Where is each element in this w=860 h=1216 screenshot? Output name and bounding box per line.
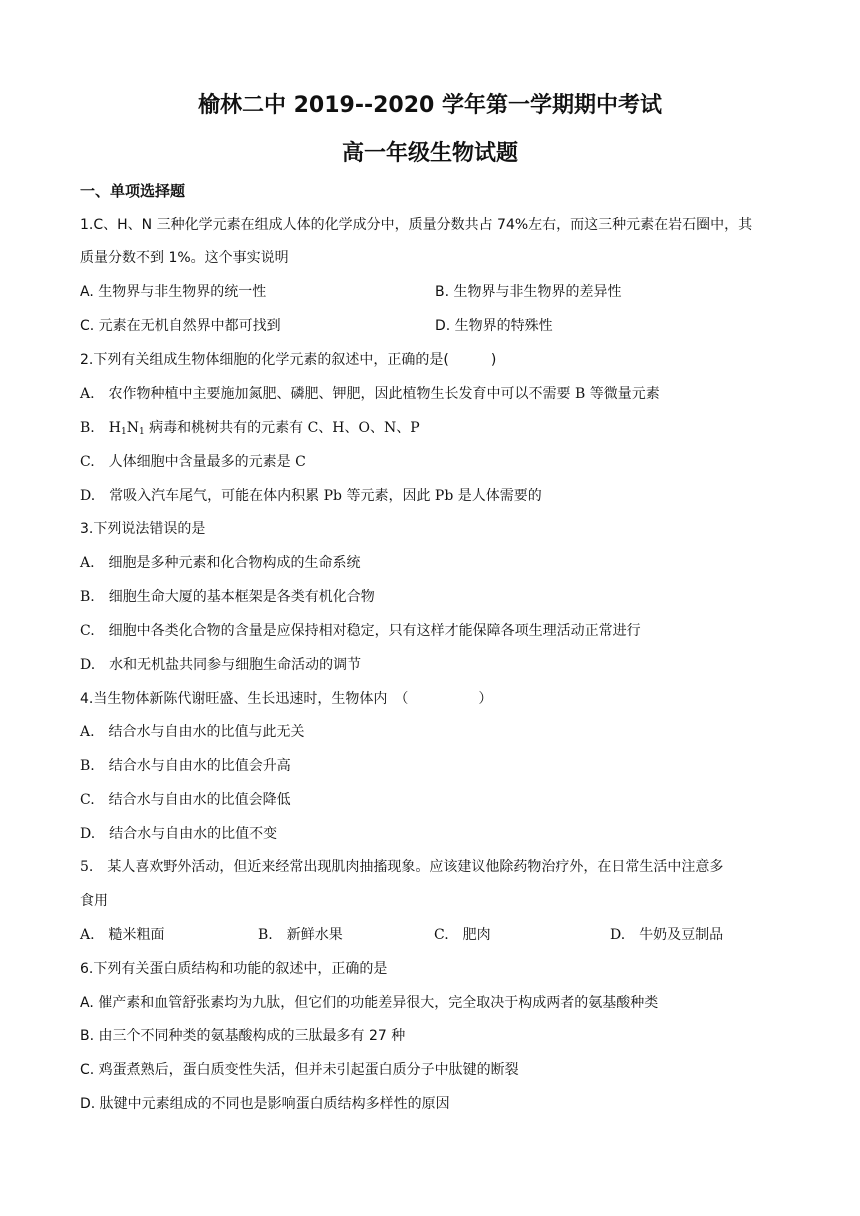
- q2-option-b-sub1: 1: [120, 427, 127, 437]
- q3-option-b: B. 细胞生命大厦的基本框架是各类有机化合物: [80, 589, 375, 605]
- q6-stem: 6.下列有关蛋白质结构和功能的叙述中，正确的是: [80, 961, 388, 977]
- q6-option-d: D. 肽键中元素组成的不同也是影响蛋白质结构多样性的原因: [80, 1096, 450, 1112]
- q1-option-c: C. 元素在无机自然界中都可找到: [80, 318, 281, 334]
- q4-option-c: C. 结合水与自由水的比值会降低: [80, 792, 291, 808]
- q1-stem-line2: 质量分数不到 1%。这个事实说明: [80, 250, 289, 266]
- q4-option-b: B. 结合水与自由水的比值会升高: [80, 758, 291, 774]
- q3-option-a: A. 细胞是多种元素和化合物构成的生命系统: [80, 555, 361, 571]
- q5-option-c: C. 肥肉: [434, 927, 491, 943]
- q2-stem: 2.下列有关组成生物体细胞的化学元素的叙述中，正确的是( ): [80, 352, 497, 368]
- exam-subtitle: 高一年级生物试题: [341, 141, 518, 166]
- q4-option-d: D. 结合水与自由水的比值不变: [80, 826, 278, 842]
- q2-option-c: C. 人体细胞中含量最多的元素是 C: [80, 454, 306, 470]
- q1-option-d: D. 生物界的特殊性: [435, 318, 553, 334]
- q5-option-b: B. 新鲜水果: [258, 927, 343, 943]
- q6-option-b: B. 由三个不同种类的氨基酸构成的三肽最多有 27 种: [80, 1028, 406, 1044]
- q2-option-b: [80, 418, 420, 442]
- q2-option-b-sub2: 1: [138, 427, 145, 437]
- q2-option-b-prefix: B. H: [80, 420, 121, 436]
- q4-stem: 4.当生物体新陈代谢旺盛、生长迅速时，生物体内 （ ）: [80, 691, 493, 707]
- section-heading: 一、单项选择题: [80, 182, 186, 200]
- q5-option-d: D. 牛奶及豆制品: [610, 927, 724, 943]
- q6-option-a: A. 催产素和血管舒张素均为九肽，但它们的功能差异很大，完全取决于构成两者的氨基酸种类: [80, 995, 659, 1011]
- q1-option-b: B. 生物界与非生物界的差异性: [435, 284, 622, 300]
- q4-option-a: A. 结合水与自由水的比值与此无关: [80, 724, 305, 740]
- q3-option-d: D. 水和无机盐共同参与细胞生命活动的调节: [80, 657, 362, 673]
- q1-option-a: A. 生物界与非生物界的统一性: [80, 284, 267, 300]
- q2-option-b-rest: 病毒和桃树共有的元素有 C、H、O、N、P: [144, 420, 420, 436]
- q3-stem: 3.下列说法错误的是: [80, 521, 206, 537]
- q5-option-a: A. 糙米粗面: [80, 927, 165, 943]
- q3-option-c: C. 细胞中各类化合物的含量是应保持相对稳定，只有这样才能保障各项生理活动正常进行: [80, 623, 641, 639]
- q2-option-b-mid: N: [126, 420, 139, 436]
- q5-stem-line2: 食用: [80, 893, 108, 909]
- exam-title: 榆林二中 2019--2020 学年第一学期期中考试: [197, 93, 663, 118]
- q5-stem-line1: 5. 某人喜欢野外活动，但近来经常出现肌肉抽搐现象。应该建议他除药物治疗外，在日常生活中注意多: [80, 859, 724, 875]
- q2-option-d: D. 常吸入汽车尾气，可能在体内积累 Pb 等元素，因此 Pb 是人体需要的: [80, 488, 542, 504]
- q6-option-c: C. 鸡蛋煮熟后，蛋白质变性失活，但并未引起蛋白质分子中肽键的断裂: [80, 1062, 519, 1078]
- q2-option-a: A. 农作物种植中主要施加氮肥、磷肥、钾肥，因此植物生长发育中可以不需要 B 等微量元素: [80, 386, 660, 402]
- q1-stem-line1: 1.C、H、N 三种化学元素在组成人体的化学成分中，质量分数共占 74%左右，而这三种元素在岩石圈中，其: [80, 217, 753, 233]
